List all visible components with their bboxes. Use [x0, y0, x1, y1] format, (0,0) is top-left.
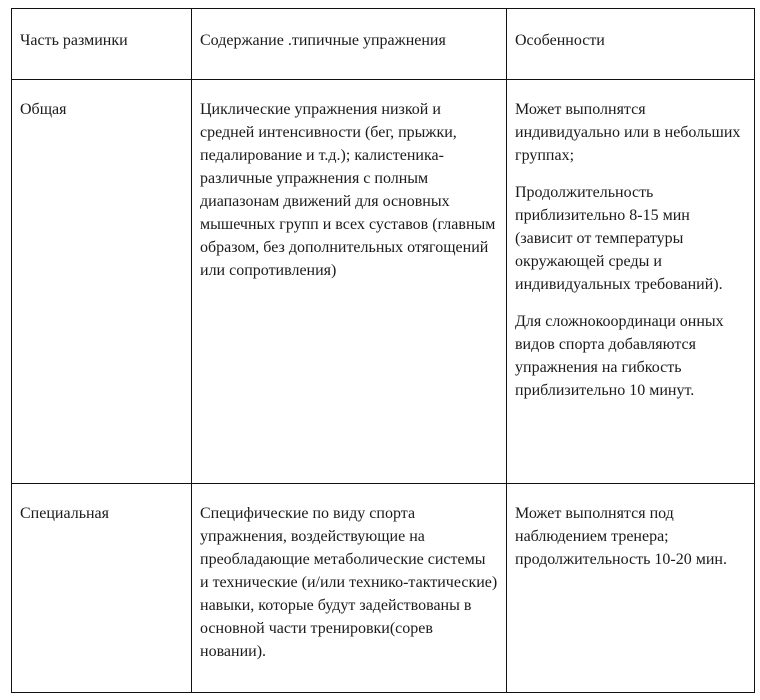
- cell-part: Общая: [12, 80, 192, 484]
- features-paragraph: Для сложнокоординаци онных видов спорта добавляются упражнения на гибкость приблизительно 10 минут.: [515, 313, 724, 399]
- header-cell-content: Содержание .типичные упражнения: [192, 9, 507, 80]
- table-row: [12, 80, 755, 484]
- features-paragraph: Может выполнятся индивидуально или в небольших группах;: [515, 101, 741, 164]
- cell-features: [507, 484, 755, 693]
- features-paragraph: Продолжительность приблизительно 8-15 мин (зависит от температуры окружающей среды и индивидуальных требований).: [515, 184, 723, 293]
- header-cell-part: Часть разминки: [12, 9, 192, 80]
- header-cell-features: Особенности: [507, 9, 755, 80]
- cell-content: Циклические упражнения низкой и средней интенсивности (бег, прыжки, педалирование и т.д.); калистеника-различные упражнения с полным диапазонам движений для основных мышечных групп и всех суставов (главным образом, без дополнительных отягощений или сопротивления): [192, 80, 507, 484]
- warmup-table: [11, 8, 755, 693]
- table-header-row: [12, 9, 755, 80]
- cell-features: [507, 80, 755, 484]
- cell-part: Специальная: [12, 484, 192, 693]
- cell-content: Специфические по виду спорта упражнения, воздействующие на преобладающие метаболические системы и технические (и/или технико-тактические) навыки, которые будут задействованы в основной части тренировки(сорев новании).: [192, 484, 507, 693]
- table-row: [12, 484, 755, 693]
- features-paragraph: Может выполнятся под наблюдением тренера; продолжительность 10-20 мин.: [515, 505, 727, 568]
